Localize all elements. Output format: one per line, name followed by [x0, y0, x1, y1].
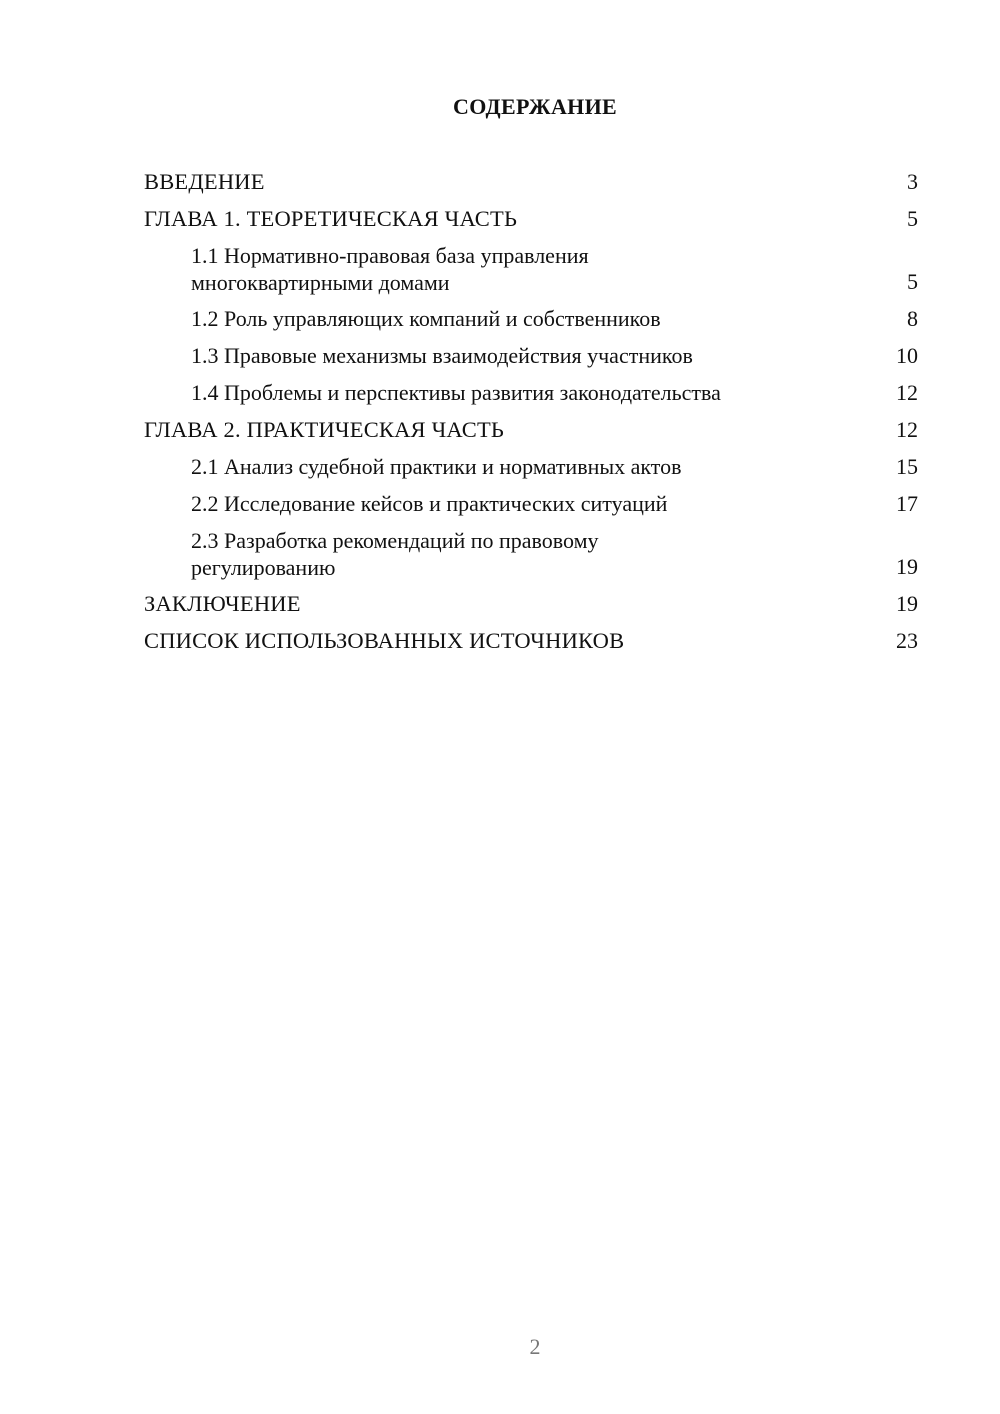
toc-entry-chapter-1[interactable]	[144, 205, 918, 233]
toc-entry-label: ГЛАВА 2. ПРАКТИЧЕСКАЯ ЧАСТЬ	[144, 417, 505, 442]
toc-entry-page: 19	[896, 554, 918, 579]
toc-entry-label: ГЛАВА 1. ТЕОРЕТИЧЕСКАЯ ЧАСТЬ	[144, 206, 518, 231]
toc-entry-label: 1.3 Правовые механизмы взаимодействия участников	[191, 343, 693, 368]
table-of-contents	[144, 168, 918, 664]
toc-entry-label: ВВЕДЕНИЕ	[144, 169, 265, 194]
toc-entry-page: 8	[907, 306, 918, 331]
toc-entry-conclusion[interactable]	[144, 590, 918, 618]
toc-entry-label: 2.2 Исследование кейсов и практических ситуаций	[191, 491, 668, 516]
toc-entry-page: 17	[896, 491, 918, 516]
toc-entry-references[interactable]	[144, 627, 918, 655]
toc-entry-introduction[interactable]	[144, 168, 918, 196]
toc-entry-label-line: многоквартирными домами	[191, 270, 450, 295]
toc-entry-section-1-4[interactable]	[144, 379, 918, 407]
toc-entry-label	[191, 242, 589, 296]
toc-entry-section-1-2[interactable]	[144, 305, 918, 333]
toc-entry-page: 12	[896, 417, 918, 442]
toc-entry-label: ЗАКЛЮЧЕНИЕ	[144, 591, 301, 616]
toc-entry-page: 10	[896, 343, 918, 368]
toc-entry-section-2-2[interactable]	[144, 490, 918, 518]
toc-entry-section-2-3[interactable]	[144, 527, 918, 581]
toc-entry-page: 15	[896, 454, 918, 479]
toc-entry-label-line: 1.1 Нормативно-правовая база управления	[191, 243, 589, 268]
toc-entry-section-1-1[interactable]	[144, 242, 918, 296]
toc-entry-section-1-3[interactable]	[144, 342, 918, 370]
page-number: 2	[529, 1334, 541, 1359]
toc-entry-label-line: 2.3 Разработка рекомендаций по правовому	[191, 528, 599, 553]
toc-entry-label: 1.2 Роль управляющих компаний и собственников	[191, 306, 661, 331]
toc-entry-label: 1.4 Проблемы и перспективы развития законодательства	[191, 380, 721, 405]
page-title: СОДЕРЖАНИЕ	[453, 94, 617, 119]
toc-entry-page: 3	[907, 169, 918, 194]
toc-entry-label: СПИСОК ИСПОЛЬЗОВАННЫХ ИСТОЧНИКОВ	[144, 628, 625, 653]
toc-entry-page: 5	[907, 206, 918, 231]
toc-entry-page: 23	[896, 628, 918, 653]
toc-entry-page: 19	[896, 591, 918, 616]
toc-entry-section-2-1[interactable]	[144, 453, 918, 481]
toc-entry-label: 2.1 Анализ судебной практики и нормативных актов	[191, 454, 682, 479]
toc-entry-label	[191, 527, 599, 581]
toc-entry-page: 12	[896, 380, 918, 405]
toc-entry-label-line: регулированию	[191, 555, 336, 580]
toc-entry-page: 5	[907, 269, 918, 294]
toc-entry-chapter-2[interactable]	[144, 416, 918, 444]
